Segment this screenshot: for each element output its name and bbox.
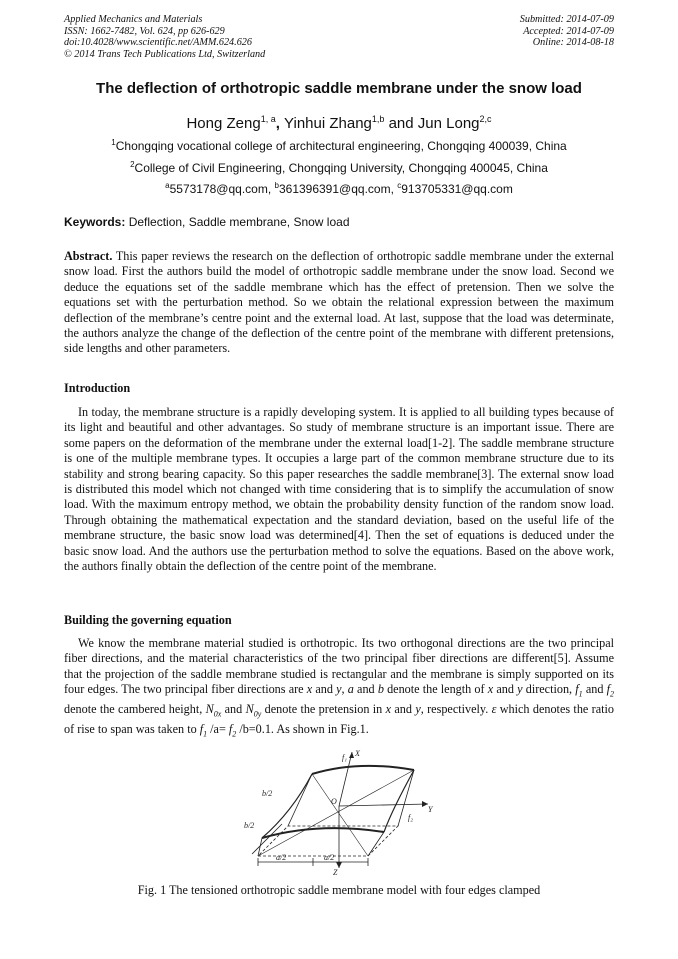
dim-line [252, 824, 282, 854]
header-left [64, 14, 265, 60]
text-run: , [341, 682, 348, 697]
membrane-bottom-edge [262, 828, 384, 838]
text-run: , respectively. [420, 702, 492, 717]
author-sup: 1,b [371, 114, 385, 124]
var-f2: f [228, 721, 233, 736]
author-separator: and [384, 115, 418, 132]
email-text: 913705331@qq.com [401, 182, 513, 196]
subscript: 1 [203, 729, 208, 739]
var-f2: f [606, 682, 611, 697]
affiliation-text: College of Civil Engineering, Chongqing University, Chongqing 400045, China [134, 161, 548, 175]
email-sup: b [274, 181, 279, 190]
affiliation-2 [0, 160, 678, 175]
label-b-half-bottom: b/2 [244, 821, 255, 830]
governing-equation-paragraph [64, 636, 614, 742]
affiliation-sup: 1 [111, 138, 116, 147]
axis-label-x: X [355, 749, 360, 758]
keywords-label: Keywords: [64, 215, 126, 229]
author-sup: 1, a [260, 114, 276, 124]
author-name: Jun Long [417, 115, 480, 132]
keywords-text: Deflection, Saddle membrane, Snow load [125, 215, 350, 229]
text-run: /a= [207, 721, 229, 736]
author-sup: 2,c [479, 114, 492, 124]
author-name: Yinhui Zhang [284, 115, 372, 132]
copyright: © 2014 Trans Tech Publications Ltd, Switzerland [64, 48, 266, 60]
var-y: y [415, 702, 421, 717]
subscript: 2 [610, 689, 615, 699]
subscript: 0y [253, 709, 262, 719]
var-y: y [517, 682, 523, 697]
var-epsilon: ε [491, 702, 497, 717]
figure-caption: Fig. 1 The tensioned orthotropic saddle membrane model with four edges clamped [137, 883, 541, 897]
axis-label-y: Y [428, 805, 433, 814]
subscript: 0x [213, 709, 222, 719]
var-f1: f [199, 721, 204, 736]
label-f2: f₂ [408, 813, 414, 822]
section-heading-governing-equation: Building the governing equation [64, 613, 232, 627]
text-run: denote the pretension in [261, 702, 386, 717]
accepted-date: Accepted: 2014-07-09 [523, 25, 614, 37]
online-date: Online: 2014-08-18 [532, 37, 614, 48]
var-f1: f [575, 682, 579, 697]
subscript: 1 [578, 689, 583, 699]
support-line [368, 832, 384, 856]
var-b: b [377, 682, 384, 697]
journal-header [64, 14, 614, 64]
text-run: which denotes the ratio of rise to span was taken to [64, 702, 614, 736]
abstract-text: This paper reviews the research on the deflection of orthotropic saddle membrane under the external snow load. First the authors build the model of orthotropic saddle membrane under the snow load. Second we deduce the equations set of the saddle membrane which has the effect of pretension. Then we solve the equations set with the perturbation method. So we obtain the relational expression between the maximum deflection of the membrane’s centre point and the external load. At last, suppose that the load was determinate, the authors analyze the change of the deflection of the centre point of the membrane with different pretensions, side lengths and other parameters. [64, 249, 614, 356]
label-f1: f₁ [342, 753, 348, 762]
doi: doi:10.4028/www.scientific.net/AMM.624.626 [64, 37, 252, 48]
text-run: and [312, 682, 337, 697]
issn: ISSN: 1662-7482, Vol. 624, pp 626-629 [64, 25, 225, 37]
text-run: denote the length of [383, 682, 488, 697]
email-text: 5573178@qq.com, [169, 182, 275, 196]
membrane-top-edge [312, 766, 414, 774]
var-n0x: N [205, 702, 214, 717]
membrane-left-edge [262, 774, 312, 838]
keywords [64, 215, 614, 229]
text-run: We know the membrane material studied is orthotropic. Its two orthogonal directions are the two principal fiber directions, and the material characteristics of the two principal fiber directions are different[5]. Assume that the projection of the saddle membrane studied is rectangular and the membrane is simply supported on its four edges. The two principal fiber directions are [64, 636, 614, 697]
email-text: 361396391@qq.com, [278, 182, 398, 196]
origin-label: O [331, 797, 337, 806]
author-list [0, 114, 678, 132]
saddle-membrane-figure [228, 746, 450, 876]
text-run: /b=0.1. As shown in Fig.1. [236, 721, 369, 736]
text-run: and [582, 682, 607, 697]
axis-label-z: Z [333, 868, 338, 876]
text-run: and [493, 682, 518, 697]
label-b-half-top: b/2 [262, 789, 273, 798]
diagonal-line [258, 770, 414, 856]
var-x: x [487, 682, 494, 697]
author-name: Hong Zeng [186, 115, 261, 132]
affiliation-text: Chongqing vocational college of architectural engineering, Chongqing 400039, China [115, 139, 567, 153]
email-list [0, 181, 678, 196]
email-sup: a [165, 181, 170, 190]
text-run: direction, [522, 682, 576, 697]
var-x: x [306, 682, 313, 697]
text-run: and [353, 682, 378, 697]
header-right [520, 14, 614, 49]
text-run: and [221, 702, 246, 717]
affiliation-sup: 2 [130, 160, 135, 169]
var-n0y: N [245, 702, 254, 717]
label-a-half-right: a/2 [324, 853, 335, 862]
journal-name: Applied Mechanics and Materials [64, 14, 203, 25]
affiliation-1 [0, 138, 678, 153]
paper-title: The deflection of orthotropic saddle membrane under the snow load [96, 80, 582, 97]
text-run: denote the cambered height, [64, 702, 206, 717]
text-run: and [391, 702, 416, 717]
email-sup: c [397, 181, 402, 190]
abstract [64, 249, 614, 357]
label-a-half-left: a/2 [276, 853, 287, 862]
section-heading-introduction: Introduction [64, 381, 131, 395]
support-line [288, 774, 312, 826]
author-separator: , [275, 115, 285, 132]
introduction-paragraph: In today, the membrane structure is a rapidly developing system. It is applied to all building types because of its light and beautiful and other advantages. So study of membrane structure is an important issue. There are some papers on the deformation of the membrane under the external load[1-2]. The saddle membrane structure is one of the multiple membrane types. It occupies a large part of the common membrane structure due to its stability and strong bearing capacity. So this paper researches the saddle membrane[3]. The external snow load is distributed this model which not changed with time considering that is to simplify the accumulation of snow load. With the maximum entropy method, we obtain the probability density function of the random snow load. Through obtaining the mathematical expectation and the standard deviation, based on the useful life of the membrane structure, the basic snow load was determined[4]. Then the set of equations is deduced under the basic snow load. And the authors use the perturbation method to solve the equations. Based on the above work, the authors finally obtain the deflection of the centre point of the membrane. [64, 405, 614, 574]
abstract-label: Abstract. [64, 249, 113, 263]
submitted-date: Submitted: 2014-07-09 [519, 14, 614, 25]
var-a: a [347, 682, 354, 697]
var-y: y [336, 682, 342, 697]
var-x: x [385, 702, 392, 717]
subscript: 2 [232, 729, 237, 739]
diagonal-line [312, 774, 368, 856]
